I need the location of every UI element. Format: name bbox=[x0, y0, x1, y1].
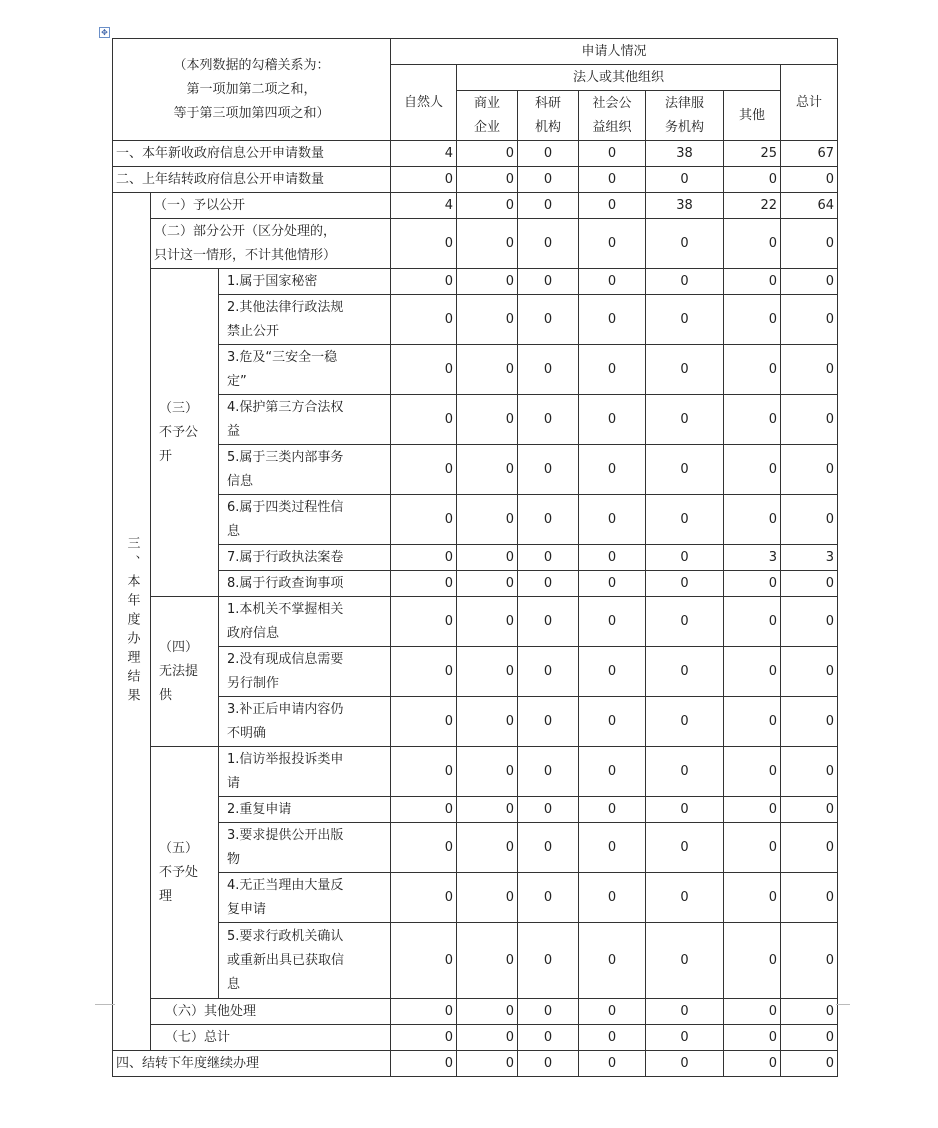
item-label: 5.属于三类内部事务 信息 bbox=[219, 445, 391, 495]
value-cell: 0 bbox=[646, 697, 724, 747]
value-cell: 0 bbox=[781, 697, 838, 747]
value-cell: 0 bbox=[391, 1025, 457, 1051]
value-cell: 0 bbox=[579, 999, 646, 1025]
value-cell: 0 bbox=[391, 797, 457, 823]
table-row bbox=[113, 141, 838, 167]
value-cell: 0 bbox=[724, 571, 781, 597]
value-cell: 0 bbox=[518, 219, 579, 269]
value-cell: 0 bbox=[646, 445, 724, 495]
value-cell: 0 bbox=[781, 999, 838, 1025]
value-cell: 0 bbox=[457, 345, 518, 395]
value-cell: 0 bbox=[646, 345, 724, 395]
value-cell: 0 bbox=[781, 1051, 838, 1077]
value-cell: 0 bbox=[457, 141, 518, 167]
value-cell: 0 bbox=[457, 923, 518, 999]
value-cell: 0 bbox=[781, 269, 838, 295]
value-cell: 0 bbox=[724, 697, 781, 747]
value-cell: 0 bbox=[579, 269, 646, 295]
value-cell: 0 bbox=[579, 395, 646, 445]
table-row bbox=[113, 597, 838, 647]
value-cell: 0 bbox=[457, 647, 518, 697]
value-cell: 0 bbox=[579, 647, 646, 697]
value-cell: 0 bbox=[579, 747, 646, 797]
value-cell: 0 bbox=[724, 1051, 781, 1077]
header-corner-note: （本列数据的勾稽关系为： 第一项加第二项之和， 等于第三项加第四项之和） bbox=[113, 39, 391, 141]
value-cell: 0 bbox=[579, 141, 646, 167]
value-cell: 0 bbox=[579, 823, 646, 873]
value-cell: 0 bbox=[781, 647, 838, 697]
value-cell: 0 bbox=[391, 597, 457, 647]
value-cell: 0 bbox=[391, 495, 457, 545]
value-cell: 0 bbox=[457, 697, 518, 747]
value-cell: 0 bbox=[724, 445, 781, 495]
row-label: （七）总计 bbox=[151, 1025, 391, 1051]
value-cell: 0 bbox=[457, 873, 518, 923]
table-row bbox=[113, 345, 838, 395]
value-cell: 0 bbox=[391, 345, 457, 395]
group-label-s4: （四） 无法提 供 bbox=[151, 597, 219, 747]
table-row bbox=[113, 445, 838, 495]
value-cell: 0 bbox=[518, 1051, 579, 1077]
header-other: 其他 bbox=[724, 91, 781, 141]
value-cell: 0 bbox=[646, 797, 724, 823]
value-cell: 0 bbox=[391, 747, 457, 797]
table-row bbox=[113, 999, 838, 1025]
value-cell: 0 bbox=[518, 797, 579, 823]
header-natural-person: 自然人 bbox=[391, 65, 457, 141]
value-cell: 0 bbox=[391, 445, 457, 495]
value-cell: 0 bbox=[724, 999, 781, 1025]
item-label: 3.补正后申请内容仍 不明确 bbox=[219, 697, 391, 747]
value-cell: 3 bbox=[781, 545, 838, 571]
value-cell: 0 bbox=[457, 193, 518, 219]
value-cell: 0 bbox=[579, 1025, 646, 1051]
value-cell: 0 bbox=[457, 747, 518, 797]
value-cell: 0 bbox=[457, 269, 518, 295]
table-row bbox=[113, 873, 838, 923]
value-cell: 0 bbox=[646, 747, 724, 797]
value-cell: 0 bbox=[457, 395, 518, 445]
value-cell: 0 bbox=[457, 495, 518, 545]
value-cell: 0 bbox=[781, 797, 838, 823]
value-cell: 0 bbox=[518, 395, 579, 445]
value-cell: 0 bbox=[579, 219, 646, 269]
value-cell: 0 bbox=[391, 295, 457, 345]
value-cell: 0 bbox=[518, 923, 579, 999]
value-cell: 0 bbox=[724, 219, 781, 269]
value-cell: 0 bbox=[391, 395, 457, 445]
value-cell: 4 bbox=[391, 193, 457, 219]
value-cell: 0 bbox=[781, 345, 838, 395]
value-cell: 0 bbox=[781, 395, 838, 445]
value-cell: 0 bbox=[724, 923, 781, 999]
value-cell: 0 bbox=[391, 823, 457, 873]
item-label: 4.无正当理由大量反 复申请 bbox=[219, 873, 391, 923]
header-legal-org: 法人或其他组织 bbox=[457, 65, 781, 91]
value-cell: 0 bbox=[646, 1025, 724, 1051]
value-cell: 0 bbox=[579, 1051, 646, 1077]
value-cell: 0 bbox=[781, 1025, 838, 1051]
value-cell: 0 bbox=[724, 495, 781, 545]
value-cell: 0 bbox=[781, 219, 838, 269]
value-cell: 0 bbox=[646, 823, 724, 873]
value-cell: 0 bbox=[457, 1025, 518, 1051]
value-cell: 0 bbox=[646, 597, 724, 647]
table-row bbox=[113, 571, 838, 597]
value-cell: 0 bbox=[781, 495, 838, 545]
section-3-label: 三、本年度办理结果 bbox=[113, 193, 151, 1051]
value-cell: 0 bbox=[391, 571, 457, 597]
item-label: 6.属于四类过程性信 息 bbox=[219, 495, 391, 545]
value-cell: 0 bbox=[391, 923, 457, 999]
value-cell: 38 bbox=[646, 193, 724, 219]
value-cell: 0 bbox=[724, 269, 781, 295]
value-cell: 0 bbox=[518, 747, 579, 797]
value-cell: 0 bbox=[724, 823, 781, 873]
margin-mark-right bbox=[836, 1004, 850, 1005]
value-cell: 0 bbox=[391, 647, 457, 697]
row-label: （一）予以公开 bbox=[151, 193, 391, 219]
value-cell: 0 bbox=[518, 1025, 579, 1051]
value-cell: 0 bbox=[518, 545, 579, 571]
value-cell: 64 bbox=[781, 193, 838, 219]
value-cell: 0 bbox=[518, 697, 579, 747]
table-row bbox=[113, 295, 838, 345]
value-cell: 0 bbox=[579, 345, 646, 395]
value-cell: 0 bbox=[391, 269, 457, 295]
table-row bbox=[113, 823, 838, 873]
value-cell: 0 bbox=[518, 999, 579, 1025]
group-label-s3: （三） 不予公 开 bbox=[151, 269, 219, 597]
value-cell: 0 bbox=[579, 295, 646, 345]
value-cell: 22 bbox=[724, 193, 781, 219]
value-cell: 0 bbox=[724, 1025, 781, 1051]
item-label: 2.重复申请 bbox=[219, 797, 391, 823]
value-cell: 0 bbox=[724, 797, 781, 823]
value-cell: 0 bbox=[646, 167, 724, 193]
table-row bbox=[113, 545, 838, 571]
value-cell: 0 bbox=[457, 999, 518, 1025]
group-label-s5: （五） 不予处 理 bbox=[151, 747, 219, 999]
value-cell: 0 bbox=[646, 219, 724, 269]
value-cell: 0 bbox=[518, 823, 579, 873]
item-label: 1.信访举报投诉类申 请 bbox=[219, 747, 391, 797]
value-cell: 0 bbox=[579, 797, 646, 823]
value-cell: 0 bbox=[781, 923, 838, 999]
table-row bbox=[113, 697, 838, 747]
item-label: 2.其他法律行政法规 禁止公开 bbox=[219, 295, 391, 345]
value-cell: 0 bbox=[518, 445, 579, 495]
value-cell: 0 bbox=[518, 495, 579, 545]
value-cell: 0 bbox=[646, 571, 724, 597]
value-cell: 0 bbox=[518, 295, 579, 345]
value-cell: 0 bbox=[518, 571, 579, 597]
value-cell: 0 bbox=[646, 999, 724, 1025]
value-cell: 0 bbox=[646, 269, 724, 295]
value-cell: 0 bbox=[781, 167, 838, 193]
item-label: 1.属于国家秘密 bbox=[219, 269, 391, 295]
table-row bbox=[113, 219, 838, 269]
table-row bbox=[113, 747, 838, 797]
value-cell: 0 bbox=[579, 697, 646, 747]
value-cell: 0 bbox=[457, 545, 518, 571]
value-cell: 0 bbox=[724, 167, 781, 193]
value-cell: 0 bbox=[646, 545, 724, 571]
value-cell: 4 bbox=[391, 141, 457, 167]
value-cell: 0 bbox=[646, 495, 724, 545]
value-cell: 0 bbox=[646, 295, 724, 345]
value-cell: 0 bbox=[724, 873, 781, 923]
value-cell: 0 bbox=[579, 873, 646, 923]
value-cell: 38 bbox=[646, 141, 724, 167]
value-cell: 0 bbox=[579, 545, 646, 571]
report-table bbox=[112, 38, 838, 1077]
item-label: 2.没有现成信息需要 另行制作 bbox=[219, 647, 391, 697]
value-cell: 0 bbox=[579, 923, 646, 999]
table-row bbox=[113, 167, 838, 193]
value-cell: 0 bbox=[457, 823, 518, 873]
value-cell: 0 bbox=[518, 345, 579, 395]
value-cell: 0 bbox=[391, 999, 457, 1025]
value-cell: 0 bbox=[781, 747, 838, 797]
value-cell: 0 bbox=[457, 219, 518, 269]
item-label: 4.保护第三方合法权 益 bbox=[219, 395, 391, 445]
value-cell: 0 bbox=[724, 597, 781, 647]
header-social: 社会公 益组织 bbox=[579, 91, 646, 141]
row-label: 二、上年结转政府信息公开申请数量 bbox=[113, 167, 391, 193]
table-row bbox=[113, 395, 838, 445]
value-cell: 0 bbox=[781, 597, 838, 647]
header-applicant: 申请人情况 bbox=[391, 39, 838, 65]
value-cell: 0 bbox=[724, 345, 781, 395]
header-research: 科研 机构 bbox=[518, 91, 579, 141]
value-cell: 0 bbox=[457, 167, 518, 193]
item-label: 3.要求提供公开出版 物 bbox=[219, 823, 391, 873]
value-cell: 0 bbox=[579, 445, 646, 495]
table-row bbox=[113, 495, 838, 545]
value-cell: 3 bbox=[724, 545, 781, 571]
value-cell: 0 bbox=[646, 647, 724, 697]
value-cell: 0 bbox=[724, 647, 781, 697]
table-row bbox=[113, 1025, 838, 1051]
item-label: 7.属于行政执法案卷 bbox=[219, 545, 391, 571]
value-cell: 0 bbox=[457, 797, 518, 823]
header-total: 总计 bbox=[781, 65, 838, 141]
value-cell: 0 bbox=[518, 647, 579, 697]
value-cell: 0 bbox=[781, 445, 838, 495]
value-cell: 0 bbox=[518, 873, 579, 923]
row-label: 四、结转下年度继续办理 bbox=[113, 1051, 391, 1077]
header-business: 商业 企业 bbox=[457, 91, 518, 141]
table-row bbox=[113, 269, 838, 295]
value-cell: 0 bbox=[724, 747, 781, 797]
value-cell: 0 bbox=[518, 141, 579, 167]
value-cell: 0 bbox=[391, 873, 457, 923]
value-cell: 0 bbox=[646, 873, 724, 923]
value-cell: 0 bbox=[391, 545, 457, 571]
value-cell: 0 bbox=[579, 167, 646, 193]
value-cell: 0 bbox=[781, 571, 838, 597]
value-cell: 0 bbox=[518, 167, 579, 193]
value-cell: 0 bbox=[518, 597, 579, 647]
margin-mark-left bbox=[95, 1004, 115, 1005]
value-cell: 0 bbox=[391, 1051, 457, 1077]
row-label: （六）其他处理 bbox=[151, 999, 391, 1025]
value-cell: 67 bbox=[781, 141, 838, 167]
value-cell: 0 bbox=[457, 1051, 518, 1077]
value-cell: 0 bbox=[646, 1051, 724, 1077]
value-cell: 0 bbox=[391, 167, 457, 193]
row-label: 一、本年新收政府信息公开申请数量 bbox=[113, 141, 391, 167]
table-row bbox=[113, 797, 838, 823]
header-legal-service: 法律服 务机构 bbox=[646, 91, 724, 141]
row-label: （二）部分公开（区分处理的， 只计这一情形，不计其他情形） bbox=[151, 219, 391, 269]
value-cell: 0 bbox=[646, 395, 724, 445]
value-cell: 0 bbox=[457, 597, 518, 647]
item-label: 3.危及“三安全一稳 定” bbox=[219, 345, 391, 395]
table-row bbox=[113, 193, 838, 219]
value-cell: 0 bbox=[579, 495, 646, 545]
value-cell: 0 bbox=[391, 219, 457, 269]
value-cell: 0 bbox=[457, 571, 518, 597]
value-cell: 0 bbox=[518, 269, 579, 295]
value-cell: 0 bbox=[457, 445, 518, 495]
value-cell: 0 bbox=[781, 823, 838, 873]
value-cell: 0 bbox=[391, 697, 457, 747]
item-label: 5.要求行政机关确认 或重新出具已获取信 息 bbox=[219, 923, 391, 999]
value-cell: 0 bbox=[579, 571, 646, 597]
value-cell: 0 bbox=[457, 295, 518, 345]
value-cell: 25 bbox=[724, 141, 781, 167]
item-label: 8.属于行政查询事项 bbox=[219, 571, 391, 597]
table-row bbox=[113, 647, 838, 697]
value-cell: 0 bbox=[781, 295, 838, 345]
value-cell: 0 bbox=[724, 295, 781, 345]
value-cell: 0 bbox=[781, 873, 838, 923]
table-row bbox=[113, 923, 838, 999]
value-cell: 0 bbox=[579, 597, 646, 647]
value-cell: 0 bbox=[646, 923, 724, 999]
value-cell: 0 bbox=[518, 193, 579, 219]
table-move-handle-icon[interactable]: ✥ bbox=[99, 27, 110, 38]
value-cell: 0 bbox=[579, 193, 646, 219]
item-label: 1.本机关不掌握相关 政府信息 bbox=[219, 597, 391, 647]
table-row bbox=[113, 1051, 838, 1077]
value-cell: 0 bbox=[724, 395, 781, 445]
